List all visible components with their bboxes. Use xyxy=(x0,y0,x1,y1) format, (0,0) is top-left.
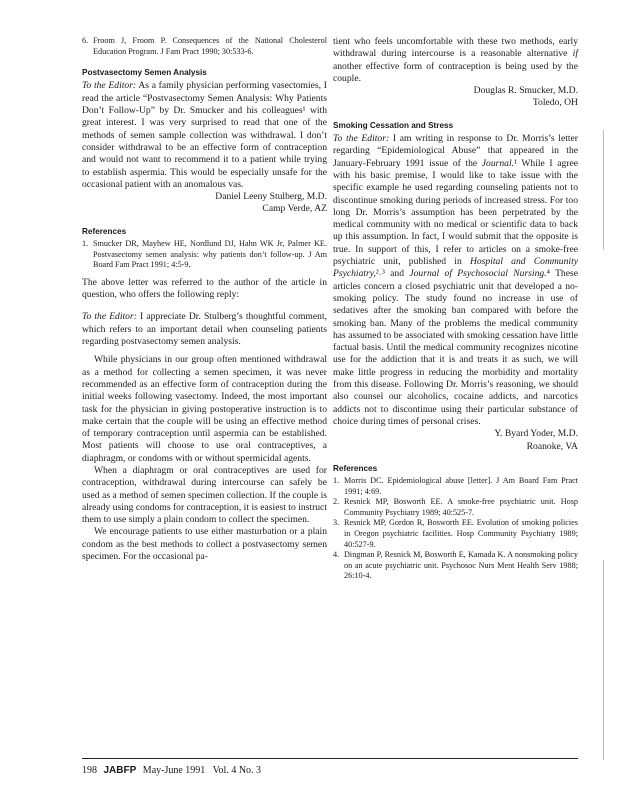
footer-rule xyxy=(82,758,578,759)
reference-number: 4. xyxy=(333,550,340,560)
reference-item xyxy=(333,518,578,550)
letter-paragraph xyxy=(82,80,327,191)
signature-name: Daniel Leeny Stulberg, M.D. xyxy=(215,191,327,203)
reference-text: Resnick MP, Gordon R, Bosworth EE. Evolution of smoking policies in Oregon psychiatric facilities. Hosp Community Psychiatry 1989; 40:527-9. xyxy=(344,518,578,549)
reply-paragraph: When a diaphragm or oral contraceptives are used for contraception, withdrawal during intercourse can safely be used as a method of semen specimen collection. If the couple is already using condoms for contraception, it is easiest to instruct them to use simply a plain condom to collect the specimen. xyxy=(82,464,327,526)
reference-number: 1. xyxy=(333,476,340,486)
journal-title: Hospital and Community Psychiatry, xyxy=(333,256,578,280)
signature-name: Douglas R. Smucker, M.D. xyxy=(473,85,578,97)
reference-number: 3. xyxy=(333,518,340,528)
continuation-text: another effective form of contraception is being used by the couple. xyxy=(333,60,578,84)
journal-title: Journal. xyxy=(481,157,515,169)
reference-number: 2. xyxy=(333,497,340,507)
reference-text: Morris DC. Epidemiological abuse [letter]. J Am Board Fam Pract 1991; 4:69. xyxy=(344,476,578,496)
right-column xyxy=(333,36,578,582)
reference-item xyxy=(333,550,578,582)
references-heading: References xyxy=(333,463,378,473)
salutation: To the Editor: xyxy=(82,311,137,323)
letter-paragraph xyxy=(333,133,578,428)
reference-text: Dingman P, Resnick M, Bosworth E, Kamada K. A nonsmoking policy on an acute psychiatric unit. Psychosoc Nurs Ment Health Serv 1988; 26:10-4. xyxy=(344,550,578,581)
journal-abbreviation: JABFP xyxy=(103,765,137,776)
reply-paragraph: We encourage patients to use either masturbation or a plain condom as the best methods to collect a postvasectomy semen specimen. For the occasional pa- xyxy=(82,526,327,563)
continuation-paragraph xyxy=(333,36,578,85)
reference-text: Smucker DR, Mayhew HE, Nordlund DJ, Hahn WK Jr, Palmer KE. Postvasectomy semen analysis: why patients don’t follow-up. J Am Board Fam Pract 1991; 4:5-9. xyxy=(93,239,327,270)
signature-name: Y. Byard Yoder, M.D. xyxy=(494,428,578,440)
emphasis-text: if xyxy=(572,48,578,60)
journal-title: Journal of Psychosocial Nursing. xyxy=(409,268,547,280)
signature-place: Toledo, OH xyxy=(532,97,578,109)
reference-item xyxy=(82,239,327,271)
letter-body: ¹ While I agree with his basic premise, I would like to take issue with the specific example he used regarding counseling patients not to discontinue smoking during periods of increased stress. For too long Dr. Morris’s assumption has been perpetrated by the medical community with no medical or scientific data to back up this assumption. In fact, I would submit that the opposite is true. In support of this, I refer to articles on a smoke-free psychiatric unit, published in xyxy=(333,157,578,268)
section-heading: Smoking Cessation and Stress xyxy=(333,120,454,130)
scan-margin-line xyxy=(603,560,604,760)
letter-body: ²˒³ and xyxy=(375,268,410,280)
referral-note: The above letter was referred to the author of the article in question, who offers the following reply: xyxy=(82,276,327,301)
reference-text: Resnick MP, Bosworth EE. A smoke-free psychiatric unit. Hosp Community Psychiatry 1989; 40:525-7. xyxy=(344,497,578,517)
reference-item xyxy=(333,497,578,518)
issue-info: May-June 1991 Vol. 4 No. 3 xyxy=(142,765,262,776)
signature-place: Camp Verde, AZ xyxy=(262,203,327,215)
page-footer xyxy=(82,765,261,776)
letter-body: ⁴ These articles concern a closed psychiatric unit that developed a no-smoking policy. The study found no increase in use of sedatives after the smoking ban compared with before the smoking ban. Many of the problems the medical community has assumed to be associated with smoking cessation have little factual basis. Until the medical community recognizes nicotine use for the addiction that it is and treats it as such, we will make little progress in reducing the morbidity and mortality from this disease. Following Dr. Morris’s reasoning, we should also counsel our alcoholics, cocaine addicts, and narcotics addicts not to discontinue using their particular substance of choice during times of personal crises. xyxy=(333,268,578,427)
references-heading: References xyxy=(82,226,127,236)
reply-paragraph xyxy=(82,311,327,348)
reference-item xyxy=(82,36,327,57)
reference-number: 6. xyxy=(82,36,89,45)
continuation-text: tient who feels uncomfortable with these two methods, early withdrawal during intercourse is a reasonable alternative xyxy=(333,36,578,60)
reply-body: I appreciate Dr. Stulberg’s thoughtful comment, which refers to an important detail when counseling patients regarding postvasectomy semen analysis. xyxy=(82,311,328,348)
reference-item xyxy=(333,476,578,497)
salutation: To the Editor: xyxy=(333,133,390,145)
signature-place: Roanoke, VA xyxy=(526,440,578,452)
left-column xyxy=(82,36,327,563)
reference-text: Froom J, Froom P. Consequences of the National Cholesterol Education Program. J Fam Pract 1990; 30:533-6. xyxy=(93,36,327,56)
salutation: To the Editor: xyxy=(82,80,137,92)
page-number: 198 xyxy=(82,765,97,776)
section-heading: Postvasectomy Semen Analysis xyxy=(82,68,207,78)
letter-body: I am writing in response to Dr. Morris’s letter regarding “Epidemiological Abuse” that appeared in the January-February 1991 issue of the xyxy=(333,133,579,169)
reference-number: 1. xyxy=(82,239,89,249)
scan-margin-line xyxy=(603,130,604,250)
reply-paragraph: While physicians in our group often mentioned withdrawal as a method for collecting a semen specimen, it was never recommended as an effective form of contraception during the initial weeks following vasectomy. Indeed, the most important task for the physician in giving postoperative instruction is to make certain that the couple will be using an effective method of temporary contraception until aspermia can be established. Most patients will choose to use oral contraceptives, a diaphragm, or condoms with or without spermicidal agents. xyxy=(82,354,327,464)
letter-body: As a family physician performing vasectomies, I read the article “Postvasectomy Semen Analysis: Why Patients Don’t Follow-Up” by Dr. Smucker and his colleagues¹ with great interest. I was very surprised to read that one of the methods of semen sample collection was withdrawal. I don’t consider withdrawal to be an effective form of contraception and would not want to recommend it to a patient while trying to establish aspermia. This would be especially unsafe for the occasional patient with an anomalous vas. xyxy=(82,80,327,190)
